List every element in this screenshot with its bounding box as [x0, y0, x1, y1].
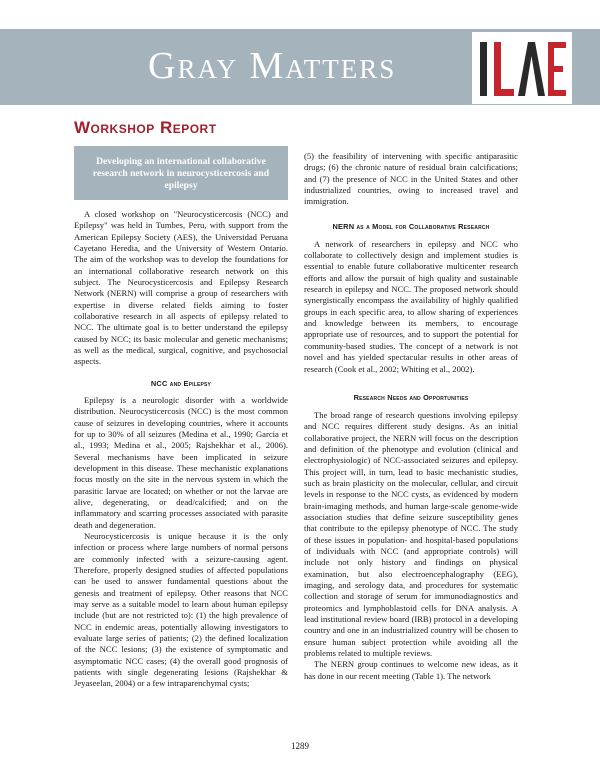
paragraph-ncc-2: Neurocysticercosis is unique because it is the only infection or process where large numbers of normal persons are commonly infected with a seizure-causing agent. Therefore, properly designed studies of affected populations can be used to answer fundamental questions about the genesis and treatment of epilepsy. Other reasons that NCC may serve as a suitable model to learn about human epilepsy include (but are not restricted to): (1) the high prevalence of NCC in endemic areas, potentially allowing investigators to evaluate large series of patients; (2) the defined localization of the NCC lesions; (3) the existence of symptomatic and asymptomatic NCC cases; (4) the overall good prognosis of patients with single degenerating lesions (Rajshekhar & Jeyaseelan, 2004) or a few intraparenchymal cysts; — [74, 530, 288, 689]
left-column — [74, 146, 288, 690]
paragraph-research-2: The NERN group continues to welcome new ideas, as it has done in our recent meeting (Table 1). The network — [304, 659, 518, 681]
ilae-logo — [472, 32, 572, 104]
paragraph-research-1: The broad range of research questions involving epilepsy and NCC requires different study designs. As an initial collaborative project, the NERN will focus on the description and definition of the phenotype and evolution (clinical and electrophysiologic) of NCC-associated seizures and epilepsy. This project will, in turn, lead to basic mechanistic studies, such as brain plasticity on the molecular, cellular, and circuit levels in response to the NCC cysts, as evidenced by modern brain-imaging methods, and human large-scale genome-wide association studies that define seizure susceptibility genes that contribute to the epilepsy phenotype of NCC. The study of these issues in population- and hospital-based populations of individuals with NCC (and appropriate controls) will include not only history and findings on physical examination, but also electroencephalography (EEG), imaging, and serology data, and procedures for systematic collection and storage of serum for immunodiagnostics and proteomics and lymphoblastoid cells for DNA analysis. A lead institutional review board (IRB) protocol in a developing country and one in an industrialized country will be chosen to ensure human subject protection while avoiding all the problems related to multiple reviews. — [304, 409, 518, 659]
heading-nern-model: NERN as a Model for Collaborative Research — [332, 221, 490, 231]
intro-paragraph: A closed workshop on "Neurocysticercosis (NCC) and Epilepsy" was held in Tumbes, Peru, with support from the American Epilepsy Society (AES), the Universidad Peruana Cayetano Heredia, and the University of Western Ontario. The aim of the workshop was to develop the foundations for an international collaborative research network on this subject. The Neurocysticercosis and Epilepsy Research Network (NERN) will comprise a group of researchers with expertise in diverse related fields aiming to foster collaborative research in all aspects of epilepsy related to NCC. The ultimate goal is to better understand the epilepsy caused by NCC; its basic molecular and genetic mechanisms; as well as the medical, surgical, cognitive, and psychosocial aspects. — [74, 209, 288, 367]
right-column — [304, 151, 518, 682]
heading-ncc-epilepsy: NCC and Epilepsy — [150, 378, 212, 388]
section-title: Workshop Report — [74, 118, 217, 137]
paragraph-nern: A network of researchers in epilepsy and NCC who collaborate to collectively design and implement studies is essential to enable future collaborative multicenter research efforts and allow the pursuit of high quality and sustainable research in epilepsy and NCC. The proposed network should synergistically encompass the availability of highly qualified groups in each specific area, to allow sharing of experiences and knowledge between its members, to encourage appropriate use of resources, and to support the potential for community-based studies. The concept of a network is not novel and has yielded spectacular results in other areas of research (Cook et al., 2002; Whiting et al., 2002). — [304, 238, 518, 374]
heading-research-needs: Research Needs and Opportunities — [353, 392, 469, 402]
journal-title: Gray Matters — [148, 45, 397, 87]
paragraph-continued: (5) the feasibility of intervening with specific antiparasitic drugs; (6) the chronic nature of residual brain calcifications; and (7) the presence of NCC in the United States and other industrialized countries, owing to increased travel and immigration. — [304, 151, 518, 207]
page-number: 1289 — [291, 741, 309, 751]
article-title-box: Developing an international collaborative research network in neurocysticercosis and epilepsy — [74, 146, 288, 200]
paragraph-ncc-1: Epilepsy is a neurologic disorder with a worldwide distribution. Neurocysticercosis (NCC) is the most common cause of seizures in developing countries, where it accounts for up to 30% of all seizures (Medina et al., 1990; Garcia et al., 1993; Medina et al., 2005; Rajshekhar et al., 2006). Several mechanisms have been implicated in seizure development in this disease. These mechanistic explanations focus mostly on the site in the nervous system in which the parasitic larvae are located; on whether or not the larvae are alive, degenerating, or dead/calcified; and on the inflammatory and scarring processes associated with parasite death and degeneration. — [74, 394, 288, 530]
